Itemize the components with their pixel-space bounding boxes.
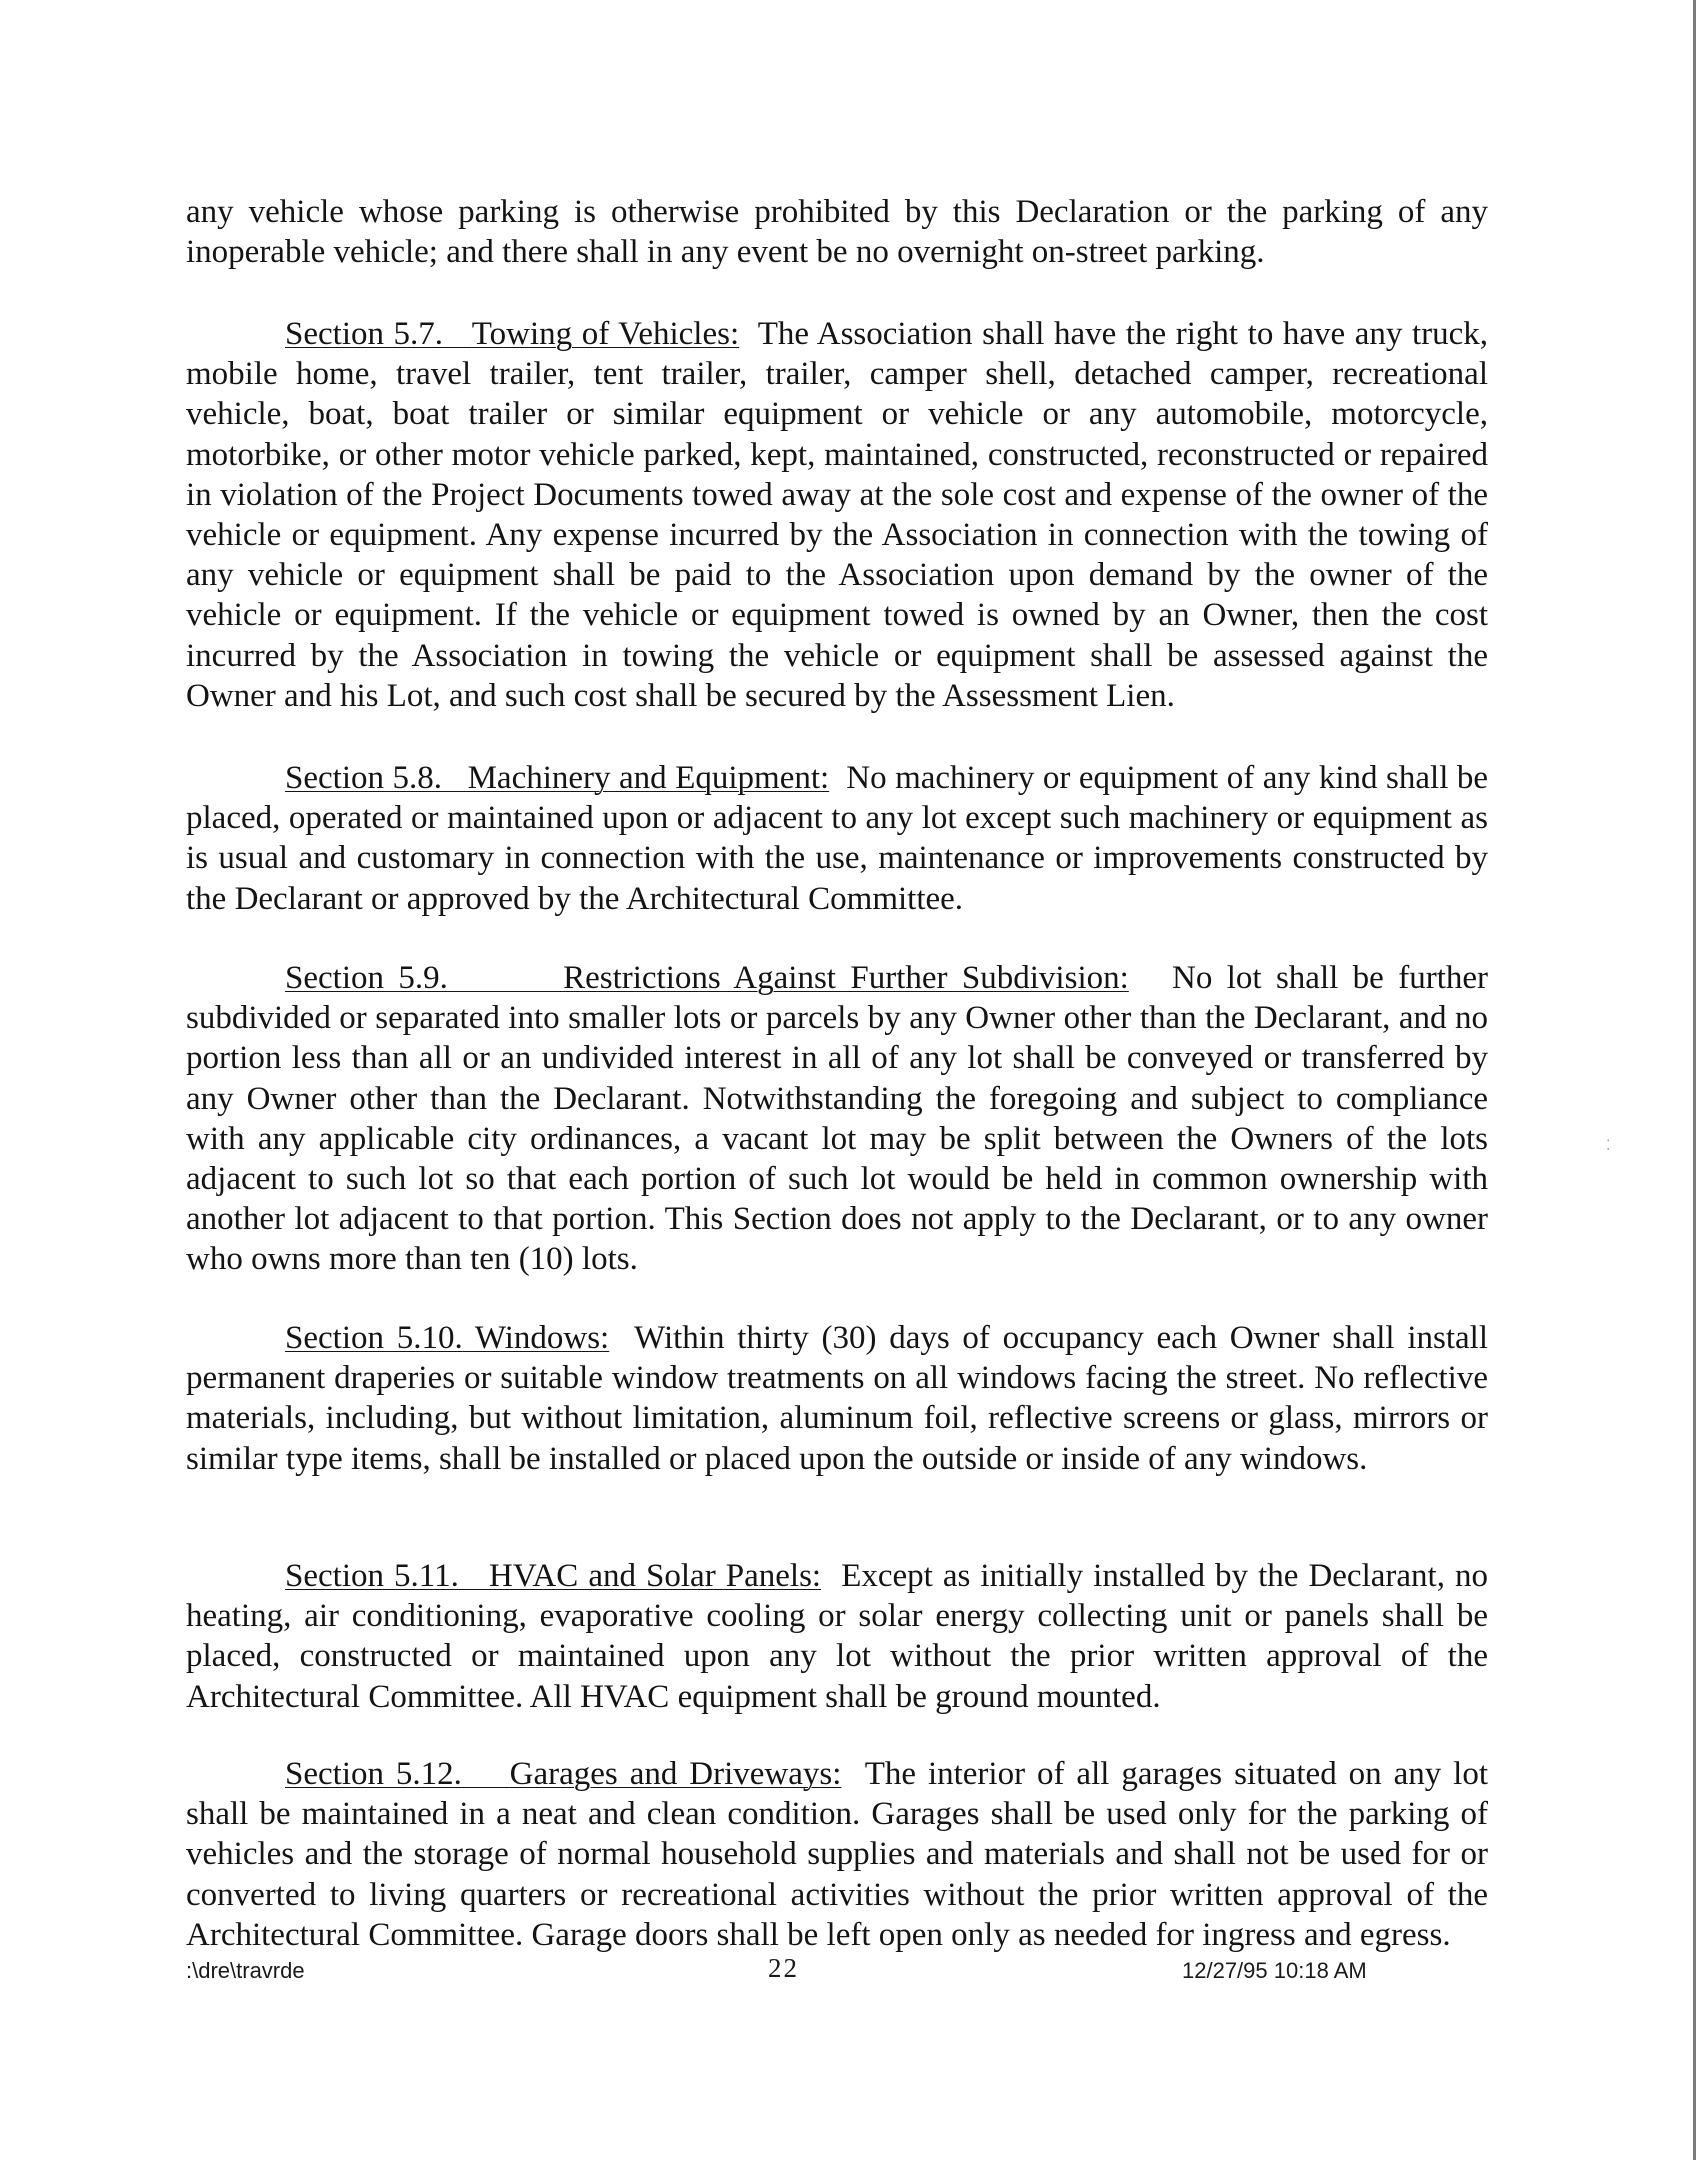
- section-body: No machinery or equipment of any kind shall be placed, operated or maintained upon or adjacent to any lot except such machinery or equipment as is usual and customary in connection with the use, maintenance or improvements constructed by the Declarant or approved by the Architectural Committee.: [186, 760, 1489, 917]
- section-heading: Section 5.9. Restrictions Against Further Subdivision:: [285, 960, 1129, 996]
- footer-page-number: 22: [768, 1953, 799, 1983]
- section-body: Within thirty (30) days of occupancy each Owner shall install permanent draperies or suitable window treatments on all windows facing the street. No reflective materials, including, but without limitation, aluminum foil, reflective screens or glass, mirrors or similar type items, shall be installed or placed upon the outside or inside of any windows.: [186, 1320, 1488, 1477]
- section-heading: Section 5.12. Garages and Driveways:: [285, 1756, 842, 1792]
- section-heading: Section 5.8. Machinery and Equipment:: [285, 760, 830, 796]
- section-body: Except as initially installed by the Declarant, no heating, air conditioning, evaporative cooling or solar energy collecting unit or panels shall be placed, constructed or maintained upon any lot without the prior written approval of the Architectural Committee. All HVAC equipment shall be ground mounted.: [186, 1558, 1489, 1715]
- section-body: The Association shall have the right to have any truck, mobile home, travel trailer, tent trailer, trailer, camper shell, detached camper, recreational vehicle, boat, boat trailer or similar equipment or vehicle or any automobile, motorcycle, motorbike, or other motor vehicle parked, kept, maintained, constructed, reconstructed or repaired in violation of the Project Documents towed away at the sole cost and expense of the owner of the vehicle or equipment. Any expense incurred by the Association in connection with the towing of any vehicle or equipment shall be paid to the Association upon demand by the owner of the vehicle or equipment. If the vehicle or equipment towed is owned by an Owner, then the cost incurred by the Association in towing the vehicle or equipment shall be assessed against the Owner and his Lot, and such cost shall be secured by the Assessment Lien.: [186, 316, 1489, 714]
- section-body: No lot shall be further subdivided or separated into smaller lots or parcels by any Owner other than the Declarant, and no portion less than all or an undivided interest in all of any lot shall be conveyed or transferred by any Owner other than the Declarant. Notwithstanding the foregoing and subject to compliance with any applicable city ordinances, a vacant lot may be split between the Owners of the lots adjacent to such lot so that each portion of such lot would be held in common ownership with another lot adjacent to that portion. This Section does not apply to the Declarant, or to any owner who owns more than ten (10) lots.: [186, 960, 1489, 1278]
- footer-timestamp: 12/27/95 10:18 AM: [1182, 1958, 1367, 1983]
- section-heading: Section 5.10. Windows:: [285, 1320, 610, 1356]
- section-5-8: [186, 758, 1488, 919]
- section-5-9: [186, 958, 1488, 1280]
- section-5-11: [186, 1556, 1488, 1717]
- section-5-7: [186, 314, 1488, 716]
- section-heading: Section 5.11. HVAC and Solar Panels:: [285, 1558, 822, 1594]
- footer-file-path: :\dre\travrde: [186, 1958, 305, 1983]
- section-5-12: [186, 1754, 1488, 1955]
- section-5-10: [186, 1318, 1488, 1479]
- section-body: The interior of all garages situated on any lot shall be maintained in a neat and clean condition. Garages shall be used only for the parking of vehicles and the storage of normal household supplies and materials and shall not be used for or converted to living quarters or recreational activities without the prior written approval of the Architectural Committee. Garage doors shall be left open only as needed for ingress and egress.: [186, 1756, 1488, 1953]
- scan-margin-speck: ⁚: [1606, 1138, 1611, 1154]
- section-heading: Section 5.7. Towing of Vehicles:: [285, 316, 740, 352]
- continuation-paragraph: any vehicle whose parking is otherwise prohibited by this Declaration or the parking of any inoperable vehicle; and there shall in any event be no overnight on-street parking.: [186, 194, 1488, 271]
